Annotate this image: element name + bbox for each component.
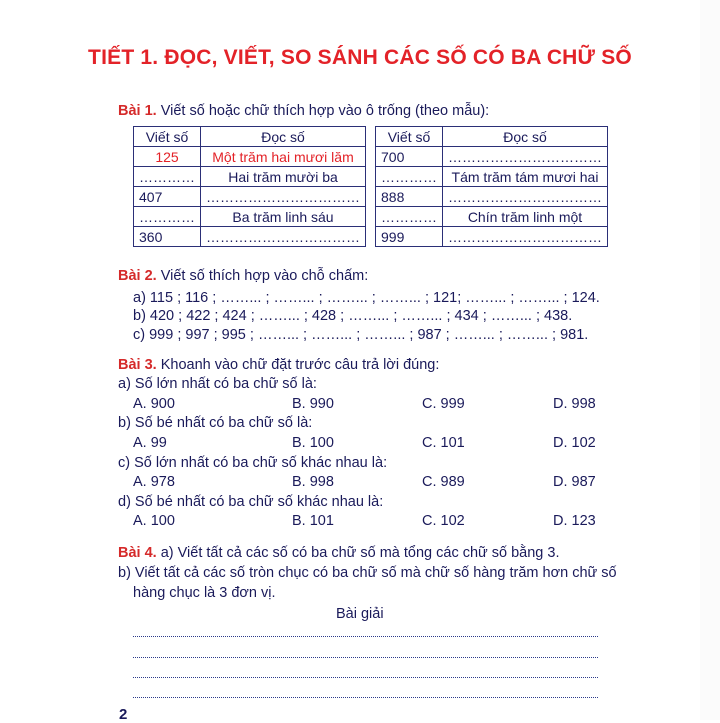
exercise-4-a-text: a) Viết tất cả các số có ba chữ số mà tổng các chữ số bằng 3. [160,545,560,561]
question-b: b) Số bé nhất có ba chữ số là: [118,415,313,431]
header-viet-so: Viết số [376,127,443,147]
option-b-A[interactable]: A. 99 [133,435,167,451]
cell-words[interactable]: …………………………… [443,187,608,207]
cell-words[interactable]: …………………………… [443,147,608,167]
table-row [134,147,366,167]
table-row [134,187,366,207]
table-row [376,207,608,227]
page-edge-shadow [700,0,720,720]
option-d-A[interactable]: A. 100 [133,513,175,529]
exercise-3-text: Khoanh vào chữ đặt trước câu trả lời đúng: [160,357,440,373]
cell-number[interactable]: ………… [134,167,201,187]
option-a-C[interactable]: C. 999 [422,396,465,412]
option-a-D[interactable]: D. 998 [553,396,596,412]
option-b-C[interactable]: C. 101 [422,435,465,451]
option-d-C[interactable]: C. 102 [422,513,465,529]
option-c-A[interactable]: A. 978 [133,474,175,490]
sequence-b: b) 420 ; 422 ; 424 ; ……... ; 428 ; ……... ; ……... ; 434 ; ……... ; 438. [133,308,573,324]
cell-number: 407 [134,187,201,207]
exercise-1-label: Bài 1. [118,103,157,119]
exercise-4-part-a [118,545,560,561]
table-right [375,126,608,247]
option-c-D[interactable]: D. 987 [553,474,596,490]
option-a-B[interactable]: B. 990 [292,396,334,412]
option-d-D[interactable]: D. 123 [553,513,596,529]
table-row [376,187,608,207]
table-row [134,167,366,187]
question-a: a) Số lớn nhất có ba chữ số là: [118,376,317,392]
option-c-C[interactable]: C. 989 [422,474,465,490]
table-row [376,147,608,167]
cell-words[interactable]: …………………………… [443,227,608,247]
cell-words: Chín trăm linh một [443,207,608,227]
table-left [133,126,366,247]
header-doc-so: Đọc số [443,127,608,147]
table-row [376,167,608,187]
sequence-a: a) 115 ; 116 ; ……... ; ……... ; ……... ; ……... ; 121; ……... ; ……... ; 124. [133,290,600,306]
cell-number[interactable]: ………… [376,167,443,187]
exercise-1-heading [118,103,489,119]
cell-words: Tám trăm tám mươi hai [443,167,608,187]
exercise-4-part-b: b) Viết tất cả các số tròn chục có ba chữ số mà chữ số hàng trăm hơn chữ số [118,565,617,581]
option-b-B[interactable]: B. 100 [292,435,334,451]
cell-number: 125 [134,147,201,167]
sequence-c: c) 999 ; 997 ; 995 ; ……... ; ……... ; ……... ; 987 ; ……... ; ……... ; 981. [133,327,589,343]
table-row [134,207,366,227]
header-viet-so: Viết số [134,127,201,147]
solution-heading: Bài giải [336,606,384,622]
exercise-4-part-b-cont: hàng chục là 3 đơn vị. [133,585,276,601]
table-header-row [134,127,366,147]
exercise-2-heading [118,268,368,284]
option-b-D[interactable]: D. 102 [553,435,596,451]
cell-words[interactable]: …………………………… [201,227,366,247]
cell-number[interactable]: ………… [134,207,201,227]
cell-number: 888 [376,187,443,207]
cell-words: Hai trăm mười ba [201,167,366,187]
question-d: d) Số bé nhất có ba chữ số khác nhau là: [118,494,384,510]
cell-number: 700 [376,147,443,167]
answer-line[interactable] [133,657,598,658]
cell-words: Ba trăm linh sáu [201,207,366,227]
page-number: 2 [119,706,128,723]
option-c-B[interactable]: B. 998 [292,474,334,490]
exercise-3-label: Bài 3. [118,357,157,373]
answer-line[interactable] [133,636,598,637]
cell-words[interactable]: …………………………… [201,187,366,207]
answer-line[interactable] [133,677,598,678]
option-a-A[interactable]: A. 900 [133,396,175,412]
table-row [134,227,366,247]
header-doc-so: Đọc số [201,127,366,147]
table-header-row [376,127,608,147]
cell-number: 360 [134,227,201,247]
exercise-1-text: Viết số hoặc chữ thích hợp vào ô trống (theo mẫu): [160,103,490,119]
page-title: TIẾT 1. ĐỌC, VIẾT, SO SÁNH CÁC SỐ CÓ BA CHỮ SỐ [88,46,632,69]
table-row [376,227,608,247]
exercise-2-label: Bài 2. [118,268,157,284]
question-c: c) Số lớn nhất có ba chữ số khác nhau là: [118,455,388,471]
exercise-4-label: Bài 4. [118,545,157,561]
answer-line[interactable] [133,697,598,698]
exercise-3-heading [118,357,439,373]
exercise-2-text: Viết số thích hợp vào chỗ chấm: [160,268,369,284]
cell-words: Một trăm hai mươi lăm [201,147,366,167]
option-d-B[interactable]: B. 101 [292,513,334,529]
cell-number: 999 [376,227,443,247]
cell-number[interactable]: ………… [376,207,443,227]
